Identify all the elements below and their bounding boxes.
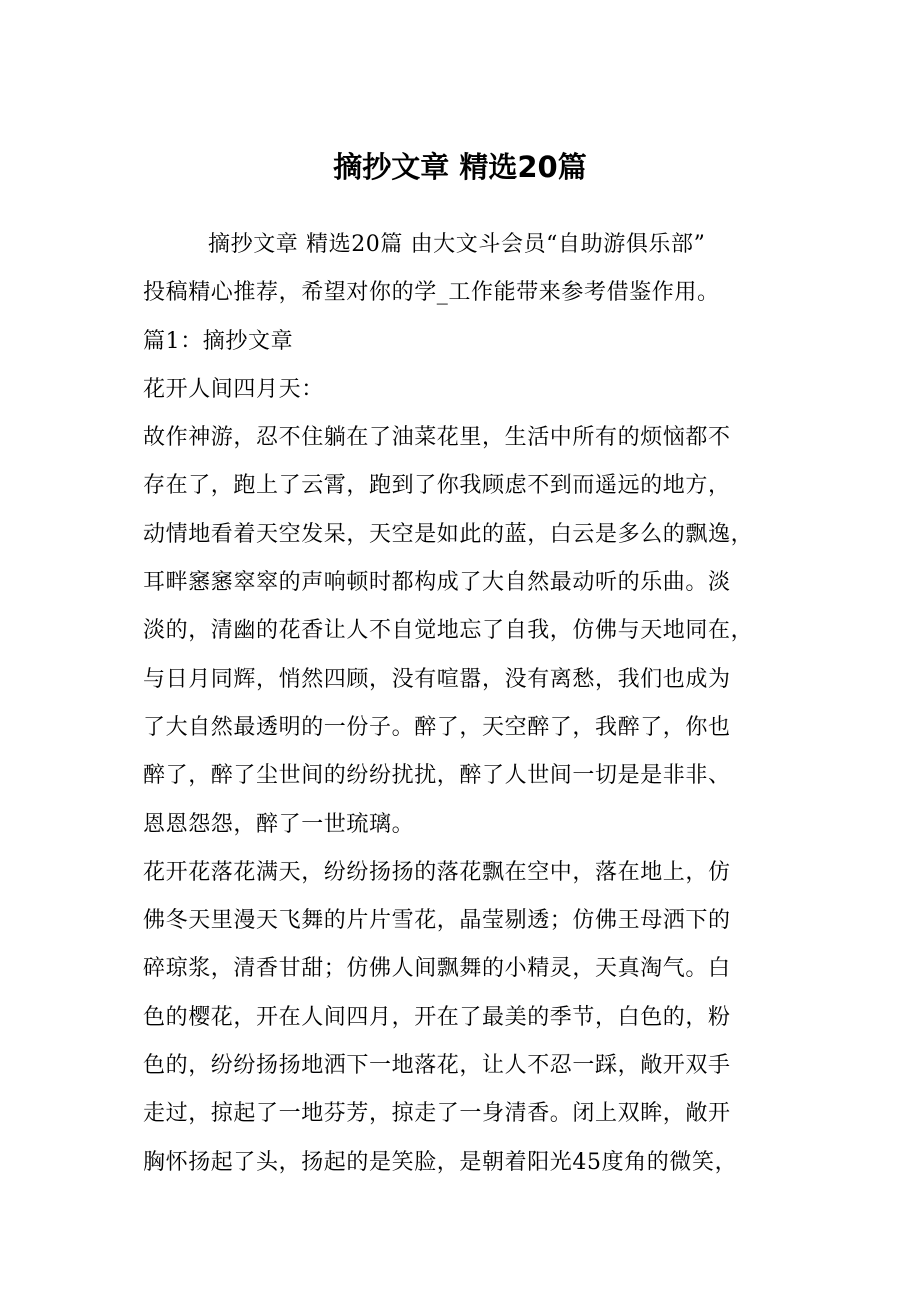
paragraph-line: 醉了，醉了尘世间的纷纷扰扰，醉了人世间一切是是非非、 bbox=[143, 763, 731, 789]
intro-line: 摘抄文章 精选20篇 由大文斗会员“自助游俱乐部” bbox=[208, 232, 706, 257]
article-subtitle: 花开人间四月天： bbox=[143, 376, 324, 402]
paragraph-line: 胸怀扬起了头，扬起的是笑脸，是朝着阳光45度角的微笑， bbox=[143, 1149, 738, 1175]
paragraph-line: 了大自然最透明的一份子。醉了，天空醉了，我醉了，你也 bbox=[143, 714, 731, 740]
paragraph-line: 色的，纷纷扬扬地洒下一地落花，让人不忍一踩，敞开双手 bbox=[143, 1053, 731, 1079]
paragraph-line: 恩恩怨怨，醉了一世琉璃。 bbox=[143, 811, 415, 837]
paragraph-line: 走过，掠起了一地芬芳，掠走了一身清香。闭上双眸，敞开 bbox=[143, 1101, 731, 1127]
paragraph-line: 故作神游，忍不住躺在了油菜花里，生活中所有的烦恼都不 bbox=[143, 425, 731, 451]
section-heading: 篇1：摘抄文章 bbox=[143, 328, 294, 354]
document-body bbox=[143, 221, 793, 1187]
paragraph-line: 存在了，跑上了云霄，跑到了你我顾虑不到而遥远的地方， bbox=[143, 473, 731, 499]
paragraph-line: 淡的，清幽的花香让人不自觉地忘了自我，仿佛与天地同在， bbox=[143, 618, 754, 644]
paragraph-line: 花开花落花满天，纷纷扬扬的落花飘在空中，落在地上，仿 bbox=[143, 859, 731, 885]
paragraph-line: 与日月同辉，悄然四顾，没有喧嚣，没有离愁，我们也成为 bbox=[143, 666, 731, 692]
paragraph-line: 色的樱花，开在人间四月，开在了最美的季节，白色的，粉 bbox=[143, 1004, 731, 1030]
paragraph-line: 动情地看着天空发呆，天空是如此的蓝，白云是多么的飘逸， bbox=[143, 521, 754, 547]
paragraph-line: 碎琼浆，清香甘甜；仿佛人间飘舞的小精灵，天真淘气。白 bbox=[143, 956, 731, 982]
intro-line: 投稿精心推荐，希望对你的学_工作能带来参考借鉴作用。 bbox=[143, 280, 720, 306]
paragraph-line: 佛冬天里漫天飞舞的片片雪花，晶莹剔透；仿佛王母洒下的 bbox=[143, 908, 731, 934]
paragraph-line: 耳畔窸窸窣窣的声响顿时都构成了大自然最动听的乐曲。淡 bbox=[143, 570, 731, 596]
document-title: 摘抄文章 精选20篇 bbox=[333, 150, 587, 184]
